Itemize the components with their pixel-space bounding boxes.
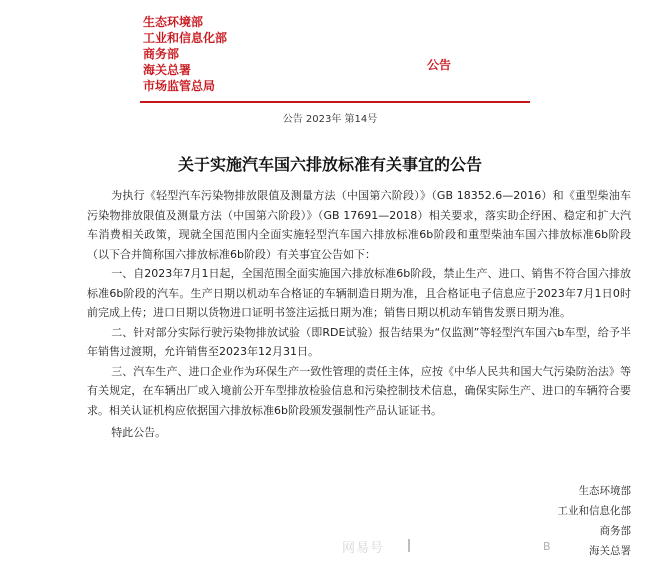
- corner-mark: B: [543, 540, 551, 553]
- closing-line: 特此公告。: [111, 426, 167, 439]
- issuer-list: [143, 14, 227, 94]
- document-title: 关于实施汽车国六排放标准有关事宜的公告: [177, 155, 482, 174]
- notice-tag: 公告: [427, 58, 452, 72]
- issuer-name: 工业和信息化部: [143, 31, 228, 45]
- body-paragraph: 二、针对部分实际行驶污染物排放试验（即RDE试验）报告结果为“仅监测”等轻型汽车国六b车型，给予半年销售过渡期，允许销售至2023年12月31日。: [87, 325, 631, 358]
- watermark-text: 网易号: [342, 541, 385, 556]
- document-body: [87, 186, 631, 443]
- signature-block: [558, 481, 632, 561]
- document-number: 公告 2023年 第14号: [282, 114, 378, 125]
- body-paragraph: 一、自2023年7月1日起，全国范围全面实施国六排放标准6b阶段，禁止生产、进口、销售不符合国六排放标准6b阶段的汽车。生产日期以机动车合格证的车辆制造日期为准，且合格证电子信息应于2023年7月1日0时前完成上传；进口日期以货物进口证明书签注运抵日期为准；销售日期以机动车销售发票日期为准。: [87, 267, 631, 319]
- signatory: 商务部: [599, 525, 631, 537]
- signatory: 生态环境部: [578, 485, 631, 497]
- issuer-name: 市场监管总局: [143, 79, 216, 93]
- signatory: 海关总署: [589, 545, 631, 557]
- header-divider: [140, 101, 530, 103]
- issuer-name: 海关总署: [143, 63, 192, 77]
- watermark-divider: [408, 539, 410, 552]
- signatory: 工业和信息化部: [557, 505, 631, 517]
- body-paragraph: 三、汽车生产、进口企业作为环保生产一致性管理的责任主体，应按《中华人民共和国大气污染防治法》等有关规定，在车辆出厂或入境前公开车型排放检验信息和污染控制技术信息，确保实际生产、进口的车辆符合要求。相关认证机构应依据国六排放标准6b阶段颁发强制性产品认证证书。: [87, 364, 631, 417]
- issuer-name: 生态环境部: [143, 15, 204, 29]
- issuer-name: 商务部: [143, 47, 180, 61]
- body-paragraph: 为执行《轻型汽车污染物排放限值及测量方法（中国第六阶段）》（GB 18352.6—2016）和《重型柴油车污染物排放限值及测量方法（中国第六阶段）》（GB 17691—2018）相关要求，落实助企纾困、稳定和扩大汽车消费相关政策，现就全国范围内全面实施轻型汽车国六排放标准6b阶段和重型柴油车国六排放标准6b阶段（以下合并简称国六排放标准6b阶段）有关事宜公告如下：: [87, 189, 631, 261]
